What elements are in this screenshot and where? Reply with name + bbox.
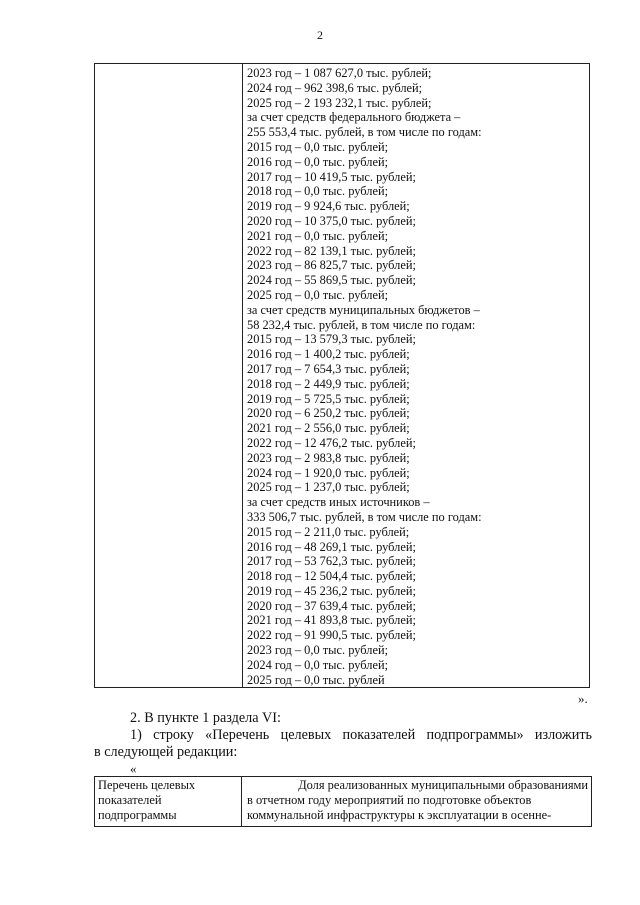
funding-line: за счет средств муниципальных бюджетов – xyxy=(247,302,480,317)
funding-line: 2019 год – 9 924,6 тыс. рублей; xyxy=(247,199,410,214)
funding-line: 2018 год – 0,0 тыс. рублей; xyxy=(247,184,389,199)
funding-line: 2015 год – 0,0 тыс. рублей; xyxy=(247,139,389,154)
opening-quote: « xyxy=(130,761,137,776)
funding-table-label-cell xyxy=(95,64,243,687)
funding-line: 2016 год – 48 269,1 тыс. рублей; xyxy=(247,539,416,554)
funding-line: 2018 год – 2 449,9 тыс. рублей; xyxy=(247,376,410,391)
indicators-value-line: коммунальной инфраструктуры к эксплуатации в осенне- xyxy=(247,807,552,822)
funding-line: 2020 год – 10 375,0 тыс. рублей; xyxy=(247,213,416,228)
indicators-label-line: показателей xyxy=(98,792,162,807)
closing-quote: ». xyxy=(578,691,588,706)
indicators-table xyxy=(94,776,592,827)
funding-line: 2018 год – 12 504,4 тыс. рублей; xyxy=(247,569,416,584)
funding-line: 2022 год – 12 476,2 тыс. рублей; xyxy=(247,435,416,450)
funding-line: 2025 год – 2 193 232,1 тыс. рублей; xyxy=(247,95,432,110)
funding-line: 2015 год – 13 579,3 тыс. рублей; xyxy=(247,332,416,347)
funding-line: 2024 год – 1 920,0 тыс. рублей; xyxy=(247,465,410,480)
funding-line: 2021 год – 0,0 тыс. рублей; xyxy=(247,228,389,243)
indicators-value-line: в отчетном году мероприятий по подготовке объектов xyxy=(247,792,532,807)
indicators-table-label-cell xyxy=(95,777,242,826)
funding-line: 2021 год – 41 893,8 тыс. рублей; xyxy=(247,613,416,628)
paragraph-subitem-1-continuation: в следующей редакции: xyxy=(94,744,238,760)
funding-line: 2025 год – 0,0 тыс. рублей xyxy=(247,672,385,687)
funding-line: 2017 год – 10 419,5 тыс. рублей; xyxy=(247,169,416,184)
funding-line: 2020 год – 37 639,4 тыс. рублей; xyxy=(247,598,416,613)
funding-line: 2024 год – 962 398,6 тыс. рублей; xyxy=(247,80,423,95)
paragraph-subitem-1: 1) строку «Перечень целевых показателей подпрограммы» изложить xyxy=(130,727,592,743)
funding-line: 2022 год – 82 139,1 тыс. рублей; xyxy=(247,243,416,258)
funding-line: 58 232,4 тыс. рублей, в том числе по годам: xyxy=(247,317,476,332)
funding-line: 2023 год – 2 983,8 тыс. рублей; xyxy=(247,450,410,465)
indicators-table-value-cell xyxy=(242,777,591,826)
funding-line: за счет средств федерального бюджета – xyxy=(247,110,461,125)
paragraph-item-2: 2. В пункте 1 раздела VI: xyxy=(130,710,281,726)
funding-line: 2023 год – 1 087 627,0 тыс. рублей; xyxy=(247,66,432,80)
funding-line: 2023 год – 0,0 тыс. рублей; xyxy=(247,643,389,658)
indicators-label-line: Перечень целевых xyxy=(98,778,196,792)
funding-table-value-cell xyxy=(243,64,589,687)
funding-line: 2022 год – 91 990,5 тыс. рублей; xyxy=(247,628,416,643)
funding-line: 2023 год – 86 825,7 тыс. рублей; xyxy=(247,258,416,273)
funding-line: 2015 год – 2 211,0 тыс. рублей; xyxy=(247,524,410,539)
funding-line: 255 553,4 тыс. рублей, в том числе по годам: xyxy=(247,125,482,140)
funding-line: 2024 год – 55 869,5 тыс. рублей; xyxy=(247,273,416,288)
funding-line: 2021 год – 2 556,0 тыс. рублей; xyxy=(247,421,410,436)
funding-line: 2016 год – 1 400,2 тыс. рублей; xyxy=(247,347,410,362)
funding-line: 2017 год – 53 762,3 тыс. рублей; xyxy=(247,554,416,569)
funding-line: 333 506,7 тыс. рублей, в том числе по годам: xyxy=(247,509,482,524)
funding-line: 2024 год – 0,0 тыс. рублей; xyxy=(247,657,389,672)
indicators-label-line: подпрограммы xyxy=(98,807,177,822)
page-number: 2 xyxy=(317,28,323,42)
funding-line: 2020 год – 6 250,2 тыс. рублей; xyxy=(247,406,410,421)
funding-line: 2019 год – 5 725,5 тыс. рублей; xyxy=(247,391,410,406)
funding-line: 2016 год – 0,0 тыс. рублей; xyxy=(247,154,389,169)
funding-line: 2025 год – 0,0 тыс. рублей; xyxy=(247,287,389,302)
funding-table xyxy=(94,63,590,688)
indicators-value-line: Доля реализованных муниципальными образованиями xyxy=(298,778,588,792)
funding-line: 2017 год – 7 654,3 тыс. рублей; xyxy=(247,361,410,376)
funding-line: 2025 год – 1 237,0 тыс. рублей; xyxy=(247,480,410,495)
funding-line: 2019 год – 45 236,2 тыс. рублей; xyxy=(247,583,416,598)
funding-line: за счет средств иных источников – xyxy=(247,495,430,510)
